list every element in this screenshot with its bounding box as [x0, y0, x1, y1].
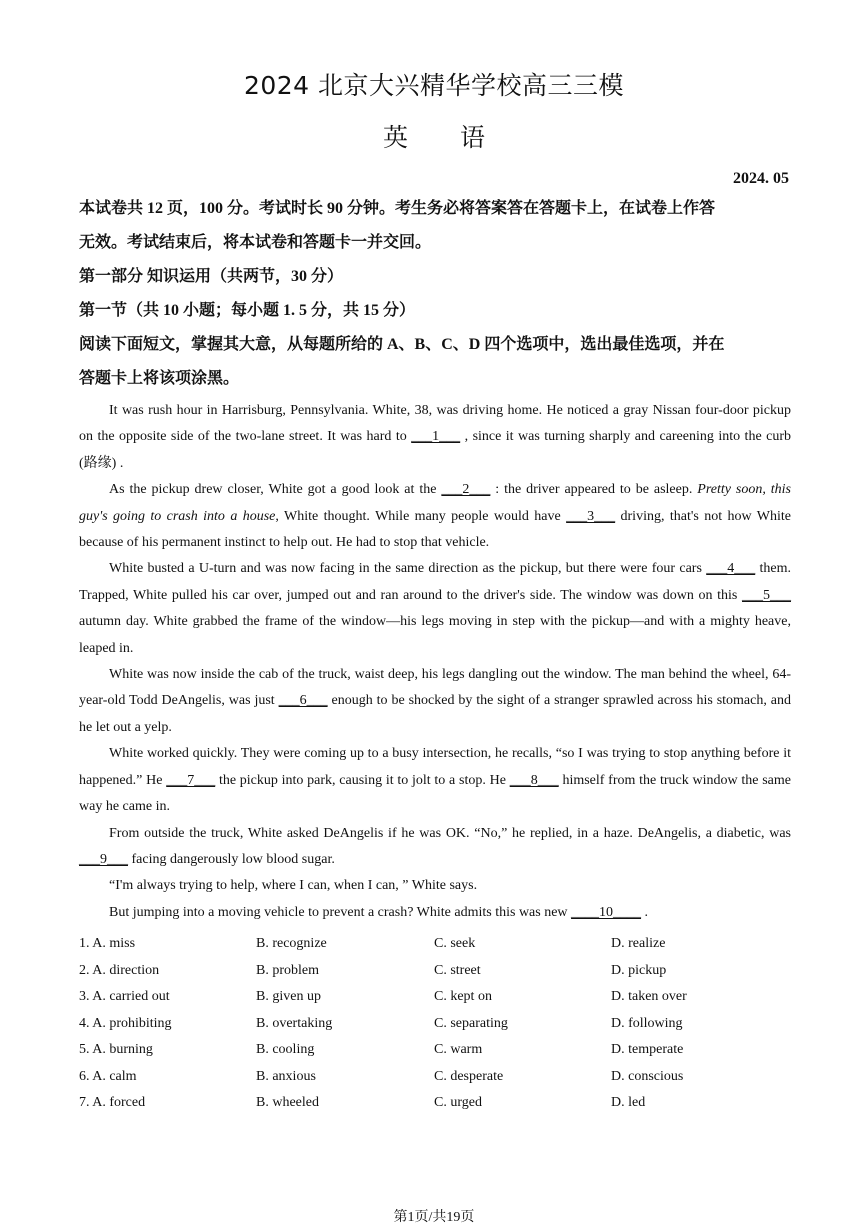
paragraph: White busted a U-turn and was now facing in the same direction as the pickup, but there were four cars ___4___ them. Trapped, White pulled his car over, jumped out and ran around to the driver's side. The window was down on this ___5___ autumn day. White grabbed the frame of the window—his legs moving in step with the pickup—and with a mighty heave, leaped in.	[79, 561, 791, 656]
blank-5: ___5___	[742, 587, 791, 603]
paragraph: As the pickup drew closer, White got a good look at the ___2___ : the driver appeared to be asleep. Pretty soon, this guy's going to crash into a house, White thought. While many people would have ___3___ driving, that's not how White because of his permanent instinct to help out. He had to stop that vehicle.	[79, 482, 791, 551]
option-c: C. warm	[434, 1042, 483, 1057]
option-row	[79, 984, 791, 1011]
option-a: 4. A. prohibiting	[79, 1015, 172, 1031]
page-number: 第1页/共19页	[393, 1210, 475, 1225]
blank-2: ___2___	[441, 482, 491, 498]
option-b: B. problem	[256, 962, 319, 978]
paragraph: White worked quickly. They were coming up to a busy intersection, he recalls, “so I was trying to stop anything before it happened.” He ___7___ the pickup into park, causing it to jolt to a stop. He ___8___ himself from the truck window the same way he came in.	[79, 746, 791, 815]
subject-heading	[0, 118, 868, 154]
option-c: C. street	[434, 962, 481, 978]
option-a: 2. A. direction	[79, 962, 160, 978]
cloze-passage	[79, 398, 791, 926]
part-heading: 第一部分 知识运用（共两节，30 分）	[79, 268, 344, 285]
option-c: C. urged	[434, 1095, 482, 1110]
exam-title: 2024 北京大兴精华学校高三三模	[243, 71, 625, 100]
option-d: D. led	[611, 1095, 646, 1110]
option-d: D. taken over	[611, 989, 687, 1004]
option-row	[79, 1011, 791, 1038]
option-b: B. overtaking	[256, 1015, 333, 1031]
subject-char-2: 语	[460, 123, 486, 152]
instruction-line: 本试卷共 12 页，100 分。考试时长 90 分钟。考生务必将答案答在答题卡上，在试卷上作答	[79, 200, 716, 217]
option-a: 5. A. burning	[79, 1042, 153, 1057]
option-row	[79, 931, 791, 958]
blank-8: ___8___	[509, 772, 559, 788]
option-c: C. kept on	[434, 989, 492, 1004]
exam-instructions	[79, 192, 791, 396]
section-heading: 第一节（共 10 小题；每小题 1. 5 分，共 15 分）	[79, 302, 416, 319]
paragraph: It was rush hour in Harrisburg, Pennsylvania. White, 38, was driving home. He noticed a gray Nissan four-door pickup on the opposite side of the two-lane street. It was hard to ___1___ , since it was turning sharply and careening into the curb (路缘) .	[79, 403, 791, 471]
option-b: B. recognize	[256, 936, 327, 951]
option-d: D. pickup	[611, 962, 667, 978]
paragraph: “I'm always trying to help, where I can, when I can, ” White says.	[109, 878, 478, 894]
direction-line: 阅读下面短文，掌握其大意，从每题所给的 A、B、C、D 四个选项中，选出最佳选项，并在	[79, 336, 725, 353]
option-d: D. conscious	[611, 1068, 684, 1084]
direction-line: 答题卡上将该项涂黑。	[79, 370, 240, 387]
option-a: 6. A. calm	[79, 1068, 137, 1084]
blank-7: ___7___	[166, 772, 216, 788]
option-c: C. separating	[434, 1015, 508, 1031]
option-row	[79, 958, 791, 985]
blank-6: ___6___	[278, 693, 328, 709]
paragraph: White was now inside the cab of the truck, waist deep, his legs dangling out the window. The man behind the wheel, 64-year-old Todd DeAngelis, was just ___6___ enough to be shocked by the sight of a stranger sprawled across his stomach, and he let out a yelp.	[79, 667, 791, 735]
option-a: 3. A. carried out	[79, 989, 170, 1004]
italic-thought: Pretty soon, this guy's going to crash into a house	[79, 482, 791, 524]
option-a: 7. A. forced	[79, 1095, 146, 1110]
blank-9: ___9___	[79, 851, 128, 867]
option-d: D. realize	[611, 936, 666, 951]
blank-4: ___4___	[706, 561, 756, 577]
option-b: B. anxious	[256, 1068, 316, 1084]
option-b: B. wheeled	[256, 1095, 319, 1110]
blank-1: ___1___	[411, 429, 461, 445]
option-c: C. seek	[434, 936, 476, 951]
option-d: D. following	[611, 1015, 683, 1031]
instruction-line: 无效。考试结束后，将本试卷和答题卡一并交回。	[79, 234, 432, 251]
option-row	[79, 1064, 791, 1091]
option-d: D. temperate	[611, 1042, 684, 1057]
option-b: B. given up	[256, 989, 321, 1004]
option-c: C. desperate	[434, 1068, 504, 1084]
paragraph: From outside the truck, White asked DeAngelis if he was OK. “No,” he replied, in a haze. DeAngelis, a diabetic, was ___9___ facing dangerously low blood sugar.	[79, 825, 791, 867]
exam-date: 2024. 05	[733, 170, 789, 187]
blank-3: ___3___	[566, 508, 616, 524]
paragraph: But jumping into a moving vehicle to prevent a crash? White admits this was new ____10____ .	[109, 904, 649, 920]
option-b: B. cooling	[256, 1042, 315, 1057]
option-row	[79, 1090, 791, 1117]
subject-char-1: 英	[382, 123, 408, 152]
blank-10: ____10____	[571, 904, 642, 920]
option-row	[79, 1037, 791, 1064]
option-a: 1. A. miss	[79, 936, 136, 951]
answer-options	[79, 931, 791, 1117]
